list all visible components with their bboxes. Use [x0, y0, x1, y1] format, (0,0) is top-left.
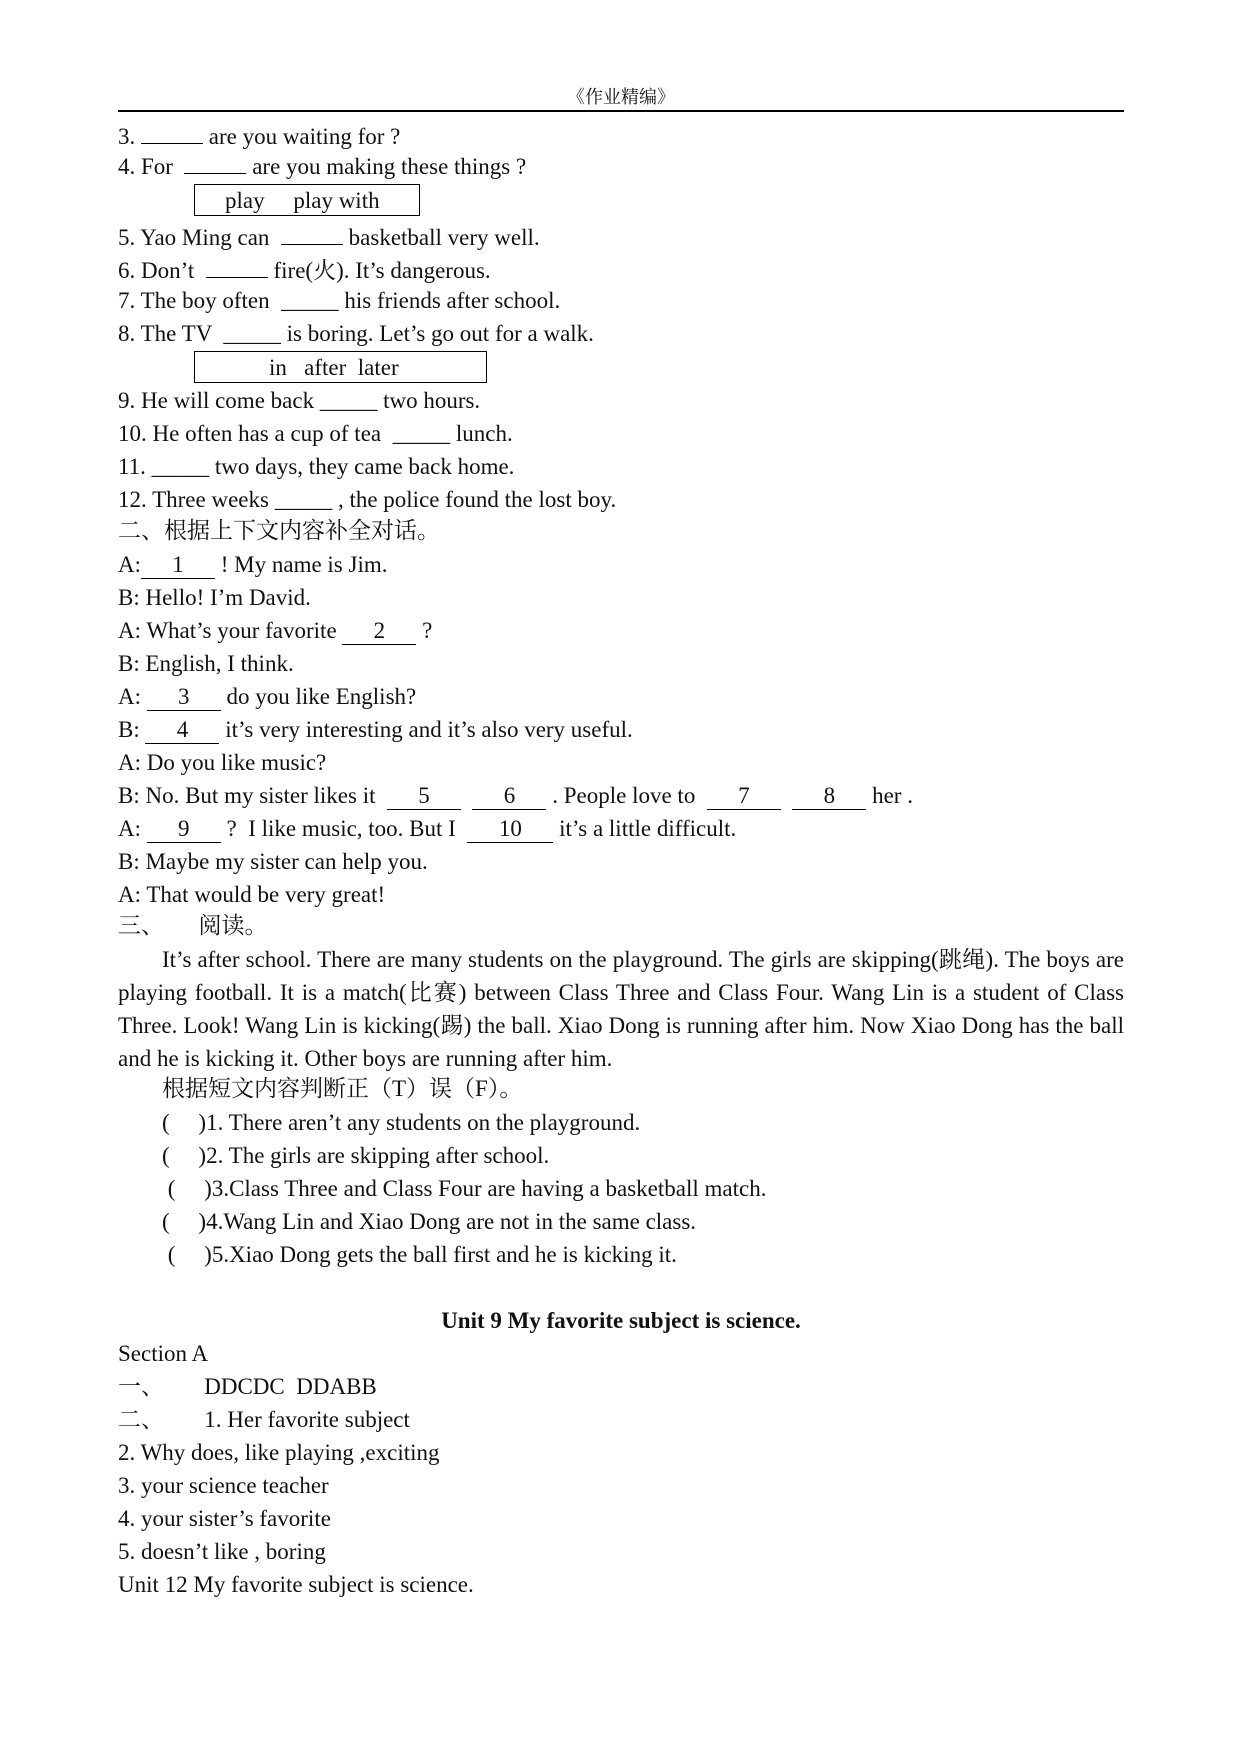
page-header: 《作业精编》 — [118, 84, 1124, 112]
exercise-10: 10. He often has a cup of tea _____ lunch. — [118, 421, 513, 446]
dialog-line-8: B: No. But my sister likes it 5 6 . People love to 7 8 her . — [118, 783, 913, 808]
answer-line-4: 3. your science teacher — [118, 1473, 329, 1498]
dialog-line-5: A: 3 do you like English? — [118, 684, 417, 709]
word-box-2: in after later — [194, 351, 487, 383]
blank — [141, 119, 203, 144]
exercise-3: 3. are you waiting for ? — [118, 119, 400, 152]
exercise-8: 8. The TV _____ is boring. Let’s go out for a walk. — [118, 321, 594, 346]
tf-item-5: ( )5.Xiao Dong gets the ball first and he is kicking it. — [162, 1242, 677, 1267]
unit-title: Unit 9 My favorite subject is science. — [441, 1308, 801, 1333]
answer-line-3: 2. Why does, like playing ,exciting — [118, 1440, 440, 1465]
numbered-blank: 3 — [147, 684, 221, 711]
numbered-blank: 8 — [792, 783, 866, 810]
numbered-blank: 9 — [147, 816, 221, 843]
tf-item-2: ( )2. The girls are skipping after school. — [162, 1143, 550, 1168]
numbered-blank: 5 — [387, 783, 461, 810]
dialog-line-7: A: Do you like music? — [118, 750, 327, 775]
blank — [184, 149, 246, 174]
exercise-11: 11. _____ two days, they came back home. — [118, 454, 515, 479]
dialog-line-3: A: What’s your favorite 2 ? — [118, 618, 433, 643]
exercise-9: 9. He will come back _____ two hours. — [118, 388, 481, 413]
answer-line-6: 5. doesn’t like , boring — [118, 1539, 326, 1564]
section-2-heading: 二、根据上下文内容补全对话。 — [118, 518, 440, 543]
dialog-line-2: B: Hello! I’m David. — [118, 585, 311, 610]
word-box-1: play play with — [194, 184, 420, 216]
true-false-instructions: 根据短文内容判断正（T）误（F）。 — [162, 1076, 523, 1101]
answer-line-1: 一、 DDCDC DDABB — [118, 1374, 377, 1399]
numbered-blank: 1 — [141, 552, 215, 579]
exercise-5: 5. Yao Ming can basketball very well. — [118, 220, 540, 253]
tf-item-3: ( )3.Class Three and Class Four are having a basketball match. — [162, 1176, 767, 1201]
dialog-line-6: B: 4 it’s very interesting and it’s also very useful. — [118, 717, 633, 742]
numbered-blank: 6 — [472, 783, 546, 810]
dialog-line-10: B: Maybe my sister can help you. — [118, 849, 428, 874]
dialog-line-9: A: 9 ? I like music, too. But I 10 it’s a little difficult. — [118, 816, 737, 841]
answer-line-7: Unit 12 My favorite subject is science. — [118, 1572, 474, 1597]
section-a-label: Section A — [118, 1341, 209, 1366]
numbered-blank: 4 — [145, 717, 219, 744]
reading-passage: It’s after school. There are many students on the playground. The girls are skipping(跳绳). The boys are playing football. It is a match(比赛) between Class Three and Class Four. Wang Lin is a student of Class Three. Look! Wang Lin is kicking(踢) the ball. Xiao Dong is running after him. Now Xiao Dong has the ball and he is kicking it. Other boys are running after him. — [118, 947, 1124, 1071]
exercise-4: 4. For are you making these things ? — [118, 149, 526, 182]
numbered-blank: 10 — [467, 816, 553, 843]
answer-line-2: 二、 1. Her favorite subject — [118, 1407, 410, 1432]
tf-item-4: ( )4.Wang Lin and Xiao Dong are not in the same class. — [162, 1209, 697, 1234]
section-3-heading: 三、 阅读。 — [118, 913, 268, 938]
exercise-6: 6. Don’t fire(火). It’s dangerous. — [118, 253, 491, 286]
dialog-line-1: A: 1 ! My name is Jim. — [118, 552, 388, 577]
blank — [206, 253, 268, 278]
numbered-blank: 7 — [707, 783, 781, 810]
answer-line-5: 4. your sister’s favorite — [118, 1506, 331, 1531]
exercise-12: 12. Three weeks _____ , the police found the lost boy. — [118, 487, 617, 512]
dialog-line-4: B: English, I think. — [118, 651, 294, 676]
tf-item-1: ( )1. There aren’t any students on the playground. — [162, 1110, 641, 1135]
numbered-blank: 2 — [342, 618, 416, 645]
exercise-7: 7. The boy often _____ his friends after school. — [118, 288, 561, 313]
dialog-line-11: A: That would be very great! — [118, 882, 386, 907]
blank — [281, 220, 343, 245]
